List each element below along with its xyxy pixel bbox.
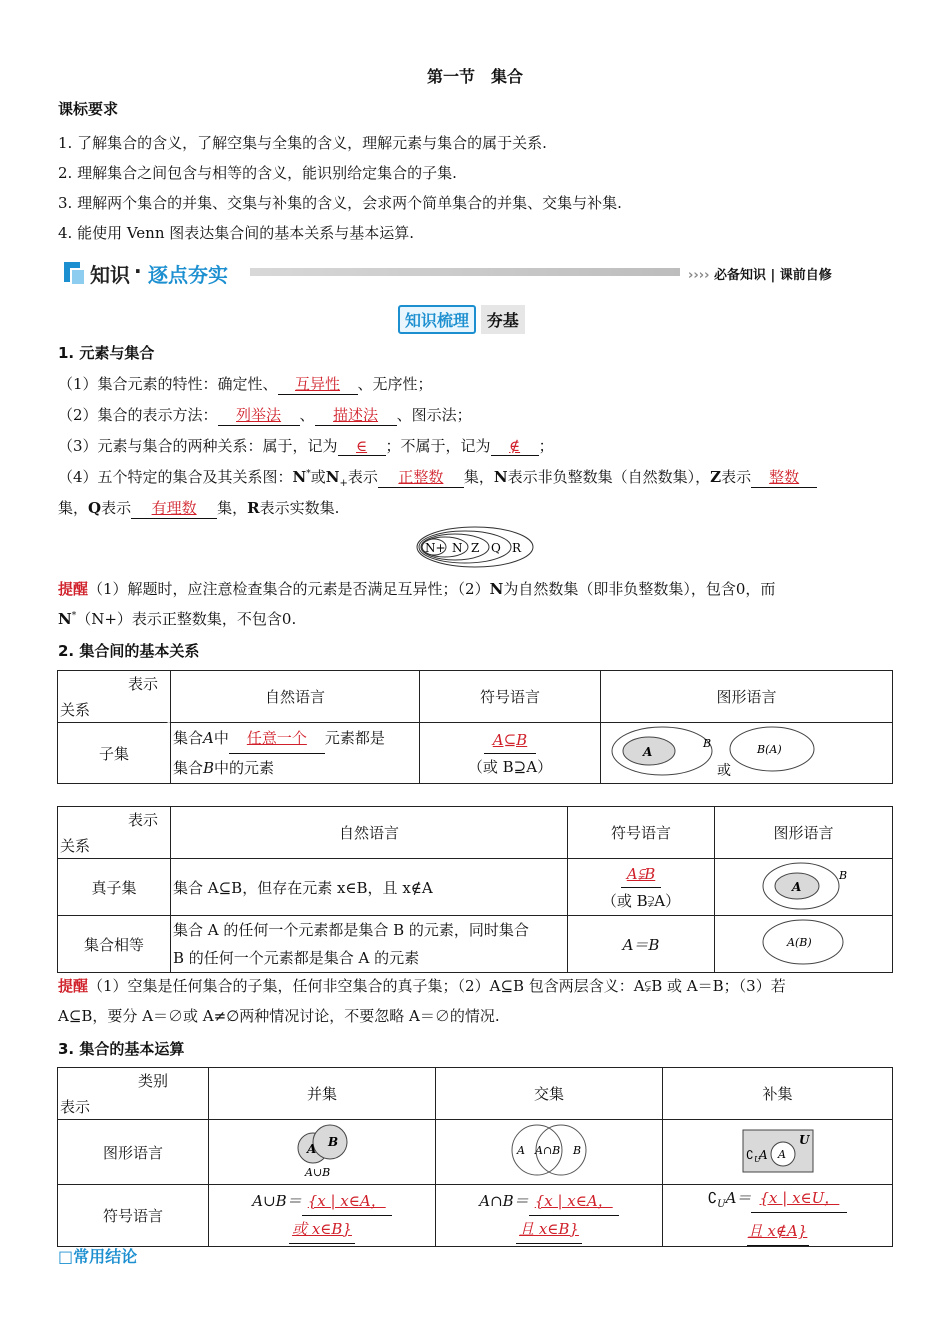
s1-l4-answer-1: 正整数 <box>378 466 464 488</box>
proper-corner-bottom: 关系 <box>60 837 91 855</box>
tip-1-text-b: 为自然数集（即非负整数集），包含0，而 <box>503 580 776 598</box>
intersection-venn-ab: A∩B <box>535 1144 561 1157</box>
tip-1-n2: N <box>58 610 72 628</box>
complement-graphic <box>663 1120 893 1185</box>
subset-nl2-b: 中的元素 <box>214 758 275 777</box>
common-conclusions-heading <box>58 1244 137 1267</box>
tip-1-line-1 <box>58 578 775 599</box>
intersection-symbol-answer-1: {x | x∈A， <box>529 1188 619 1216</box>
tip-1-text-c: （N+）表示正整数集，不包含0. <box>76 610 297 628</box>
s1-line-2 <box>58 404 472 426</box>
equal-nl-1: 集合 A 的任何一个元素都是集合 B 的元素，同时集合 <box>173 921 529 939</box>
s1-l4-plus: + <box>339 478 348 489</box>
banner-left: 知识 <box>90 263 130 287</box>
col-symbol-language: 符号语言 <box>420 671 601 723</box>
tip-1-label: 提醒 <box>58 580 89 598</box>
s1-l2-answer-2: 描述法 <box>315 404 397 426</box>
common-conclusions-text: 常用结论 <box>73 1247 138 1266</box>
subset-nl1-c: 元素都是 <box>324 728 385 747</box>
section-3-heading: 3. 集合的基本运算 <box>58 1040 185 1058</box>
subset-venn-diagram <box>607 723 887 779</box>
proper-subset-table <box>57 806 893 973</box>
subset-venn-a: A <box>642 745 652 759</box>
s1-l2-text-b: 、图示法； <box>396 406 472 424</box>
proper-table-corner <box>58 807 171 859</box>
complement-symbol-answer-1: {x | x∈U， <box>751 1185 847 1213</box>
s1-l4-text-d: 表示 <box>721 468 752 486</box>
col2-graphic-language: 图形语言 <box>715 807 893 859</box>
s1-line-1 <box>58 373 433 395</box>
intersection-graphic <box>436 1120 663 1185</box>
banner-tags <box>688 264 832 283</box>
proper-subset-venn <box>759 859 849 911</box>
union-venn-caption: A∪B <box>305 1166 331 1179</box>
ops-corner-bottom: 表示 <box>60 1098 91 1116</box>
complement-venn <box>733 1122 823 1178</box>
equal-sets-graphic <box>715 916 893 973</box>
s1-l4-bn: N <box>493 468 508 486</box>
banner-arrows-icon: ›››› <box>688 268 710 283</box>
tip-2-text: （1）空集是任何集合的子集，任何非空集合的真子集；（2）A⊆B 包含两层含义：A⫋B 或 A＝B；（3）若 <box>88 977 786 995</box>
subset-nl2-a: 集合 <box>173 758 204 777</box>
complement-venn-a-letter: A <box>758 1148 768 1162</box>
union-venn <box>277 1120 367 1180</box>
venn-label-nplus: N+ <box>425 541 446 555</box>
union-venn-a: A <box>307 1142 317 1156</box>
s1-l2-text: （2）集合的表示方法： <box>58 406 218 424</box>
row-symbol-name: 符号语言 <box>58 1185 209 1247</box>
ops-corner-top: 类别 <box>137 1072 168 1090</box>
s1-l4-answer-2: 整数 <box>751 466 817 488</box>
banner-tag1: 必备知识 <box>713 268 766 283</box>
s1-l1-answer: 互异性 <box>278 373 358 395</box>
s1-l3-text-c: ； <box>538 437 554 455</box>
intersection-symbol-answer-2: 且 x∈B} <box>516 1216 582 1244</box>
s1-l4-show: 表示 <box>347 468 378 486</box>
banner-dot: · <box>134 259 142 283</box>
col-natural-language: 自然语言 <box>171 671 420 723</box>
s1-l4-or: 或 <box>310 468 326 486</box>
col-intersection: 交集 <box>436 1068 663 1120</box>
union-symbol <box>209 1185 436 1247</box>
knowledge-banner <box>58 258 248 288</box>
section-1-heading: 1. 元素与集合 <box>58 344 155 362</box>
s1-l3-answer-1: ∈ <box>338 437 386 456</box>
equal-sets-natural <box>171 916 568 973</box>
s1-l5-text: 集， <box>58 499 89 517</box>
s1-l2-answer-1: 列举法 <box>218 404 300 426</box>
banner-tag2: 课前自修 <box>779 268 832 283</box>
s1-l4-n: N <box>292 468 307 486</box>
banner-emblem-icon <box>58 258 88 288</box>
s1-line-5 <box>58 497 339 519</box>
tip-1-line-2 <box>58 608 296 629</box>
union-symbol-answer-1: {x | x∈A， <box>302 1188 392 1216</box>
row-proper-subset-name: 真子集 <box>58 859 171 916</box>
col2-natural-language: 自然语言 <box>171 807 568 859</box>
col-union: 并集 <box>209 1068 436 1120</box>
subset-symbol-alt: （或 B⊇A） <box>467 757 553 776</box>
s1-l5-r: R <box>247 499 260 517</box>
complement-venn-u: U <box>798 1133 809 1147</box>
tip-1-n: N <box>489 580 504 598</box>
union-venn-b: B <box>328 1135 339 1149</box>
subset-corner-top: 表示 <box>127 675 158 693</box>
complement-symbol-answer-2: 且 x∉A} <box>747 1218 809 1246</box>
s1-l1-text-b: 、无序性； <box>357 375 433 393</box>
proper-corner-top: 表示 <box>127 811 158 829</box>
s1-l4-text-c: 表示非负整数集（自然数集）， <box>507 468 711 486</box>
intersection-symbol <box>436 1185 663 1247</box>
sub-banner-box: 知识梳理 <box>398 305 476 334</box>
venn-label-n: N <box>452 541 463 555</box>
s1-l4-star: * <box>306 469 311 479</box>
s1-l5-text-d: 表示实数集. <box>259 499 340 517</box>
ops-table-corner <box>58 1068 209 1120</box>
subset-nl1-a: 集合 <box>173 728 204 747</box>
s1-l3-text-b: ；不属于，记为 <box>385 437 491 455</box>
proper-venn-a: A <box>791 880 801 894</box>
banner-sep: | <box>770 268 776 283</box>
subset-nl1-b: 中 <box>213 728 229 747</box>
requirements-heading: 课标要求 <box>58 100 119 118</box>
complement-venn-a: A <box>777 1148 786 1161</box>
s1-l5-answer: 有理数 <box>131 497 217 519</box>
checkbox-icon: □ <box>58 1247 74 1266</box>
subset-symbol <box>420 723 601 784</box>
complement-symbol-sub: U <box>717 1199 726 1210</box>
complement-symbol <box>663 1185 893 1247</box>
intersection-symbol-lhs: A∩B＝ <box>479 1191 529 1210</box>
equal-sets-symbol: A＝B <box>568 916 715 973</box>
union-symbol-lhs: A∪B＝ <box>252 1191 302 1210</box>
intersection-venn <box>499 1120 599 1180</box>
sub-banner-after: 夯基 <box>481 305 525 334</box>
proper-symbol-answer: A⫋B <box>621 861 661 888</box>
s1-l4-text: （4）五个特定的集合及其关系图： <box>58 468 293 486</box>
banner-right: 逐点夯实 <box>148 263 228 287</box>
tip-1-star: * <box>71 611 77 621</box>
sub-banner <box>398 305 525 333</box>
venn-label-z: Z <box>471 541 480 555</box>
union-symbol-answer-2: 或 x∈B} <box>289 1216 355 1244</box>
s1-l4-n2: N <box>325 468 340 486</box>
section-2-heading: 2. 集合间的基本关系 <box>58 642 200 660</box>
complement-symbol-lhs: A＝ <box>725 1189 752 1207</box>
operations-table <box>57 1067 893 1247</box>
complement-venn-c: ∁ <box>745 1148 754 1162</box>
subset-nl1-A: A <box>203 728 214 747</box>
requirement-3: 3. 理解两个集合的并集、交集与补集的含义，会求两个简单集合的并集、交集与补集. <box>58 194 622 212</box>
equal-venn-label: A(B) <box>786 936 812 949</box>
equal-nl-2: B 的任何一个元素都是集合 A 的元素 <box>173 949 420 967</box>
requirement-4: 4. 能使用 Venn 图表达集合间的基本关系与基本运算. <box>58 224 415 242</box>
row-graphic-name: 图形语言 <box>58 1120 209 1185</box>
s1-line-4 <box>58 466 817 489</box>
subset-natural <box>171 723 420 784</box>
page-title: 第一节 集合 <box>426 67 523 86</box>
union-graphic <box>209 1120 436 1185</box>
s1-l5-text-b: 表示 <box>101 499 132 517</box>
col-complement: 补集 <box>663 1068 893 1120</box>
s1-l4-text-b: 集， <box>463 468 494 486</box>
complement-venn-sub: U <box>753 1155 761 1164</box>
col2-symbol-language: 符号语言 <box>568 807 715 859</box>
intersection-venn-a: A <box>517 1144 525 1157</box>
subset-corner-bottom: 关系 <box>60 701 91 719</box>
col-graphic-language: 图形语言 <box>601 671 893 723</box>
subset-table <box>57 670 893 784</box>
s1-l5-q: Q <box>88 499 102 517</box>
s1-l4-z: Z <box>710 468 722 486</box>
subset-table-corner <box>58 671 171 723</box>
s1-l5-text-c: 集， <box>217 499 248 517</box>
number-sets-venn <box>415 525 535 569</box>
tip-2-label: 提醒 <box>58 977 89 995</box>
s1-l3-text: （3）元素与集合的两种关系：属于，记为 <box>58 437 338 455</box>
banner-bar <box>250 268 680 276</box>
subset-venn-or: 或 <box>716 763 731 779</box>
proper-venn-b: B <box>838 869 847 882</box>
proper-symbol-alt: （或 B⫌A） <box>601 891 681 910</box>
tip-2-line-2: A⊆B，要分 A＝∅或 A≠∅两种情况讨论，不要忽略 A＝∅的情况. <box>58 1007 500 1025</box>
complement-symbol-c: ∁ <box>707 1189 718 1207</box>
s1-l2-sep: 、 <box>299 406 315 424</box>
subset-nl2-B: B <box>203 758 215 777</box>
proper-subset-natural: 集合 A⊆B，但存在元素 x∈B，且 x∉A <box>171 859 568 916</box>
row-subset-name: 子集 <box>58 723 171 784</box>
row-equal-sets-name: 集合相等 <box>58 916 171 973</box>
equal-sets-venn <box>759 917 849 967</box>
s1-line-3 <box>58 435 554 456</box>
requirement-1: 1. 了解集合的含义，了解空集与全集的含义，理解元素与集合的属于关系. <box>58 134 547 152</box>
s1-l3-answer-2: ∉ <box>491 437 539 456</box>
subset-answer: 任意一个 <box>229 724 325 754</box>
tip-1-text: （1）解题时，应注意检查集合的元素是否满足互异性；（2） <box>88 580 490 598</box>
venn-label-q: Q <box>491 541 501 555</box>
subset-venn-b: B <box>702 737 711 750</box>
proper-subset-graphic <box>715 859 893 916</box>
requirement-2: 2. 理解集合之间包含与相等的含义，能识别给定集合的子集. <box>58 164 457 182</box>
proper-subset-symbol <box>568 859 715 916</box>
tip-2-line-1 <box>58 975 786 996</box>
subset-venn-ba: B(A) <box>756 743 782 756</box>
intersection-venn-b: B <box>573 1144 582 1157</box>
venn-label-r: R <box>512 541 522 555</box>
s1-l1-text: （1）集合元素的特性：确定性、 <box>58 375 278 393</box>
subset-symbol-answer: A⊆B <box>484 727 536 754</box>
subset-graphic <box>601 723 893 784</box>
